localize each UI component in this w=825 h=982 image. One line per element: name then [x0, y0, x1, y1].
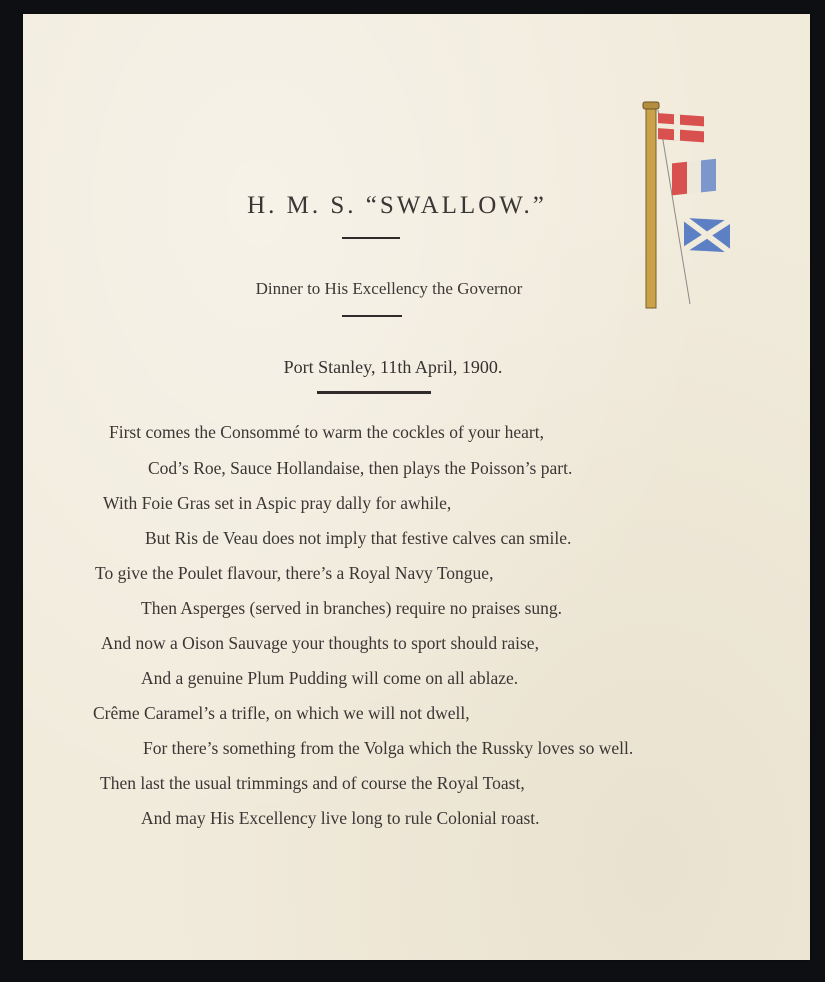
menu-card [23, 14, 810, 960]
verse-line: For there’s something from the Volga which the Russky loves so well. [143, 738, 634, 758]
divider [342, 237, 400, 239]
verse-line: Cod’s Roe, Sauce Hollandaise, then plays the Poisson’s part. [148, 458, 573, 478]
verse-line: And may His Excellency live long to rule Colonial roast. [141, 808, 540, 828]
verse-line: First comes the Consommé to warm the cockles of your heart, [109, 422, 544, 442]
verse-line: To give the Poulet flavour, there’s a Royal Navy Tongue, [95, 563, 494, 583]
verse-line: And a genuine Plum Pudding will come on all ablaze. [141, 668, 519, 688]
page-title: H. M. S. “SWALLOW.” [247, 192, 547, 219]
verse-line: Crême Caramel’s a trifle, on which we will not dwell, [93, 703, 470, 723]
verse-line: With Foie Gras set in Aspic pray dally for awhile, [103, 493, 452, 513]
dinner-subtitle: Dinner to His Excellency the Governor [255, 279, 523, 298]
verse-line: But Ris de Veau does not imply that festive calves can smile. [145, 528, 572, 548]
divider [342, 315, 402, 317]
divider [317, 391, 431, 394]
verse-line: Then last the usual trimmings and of course the Royal Toast, [100, 773, 525, 793]
verse-line: And now a Oison Sauvage your thoughts to sport should raise, [101, 633, 539, 653]
verse-line: Then Asperges (served in branches) require no praises sung. [141, 598, 563, 618]
place-date: Port Stanley, 11th April, 1900. [283, 357, 503, 377]
